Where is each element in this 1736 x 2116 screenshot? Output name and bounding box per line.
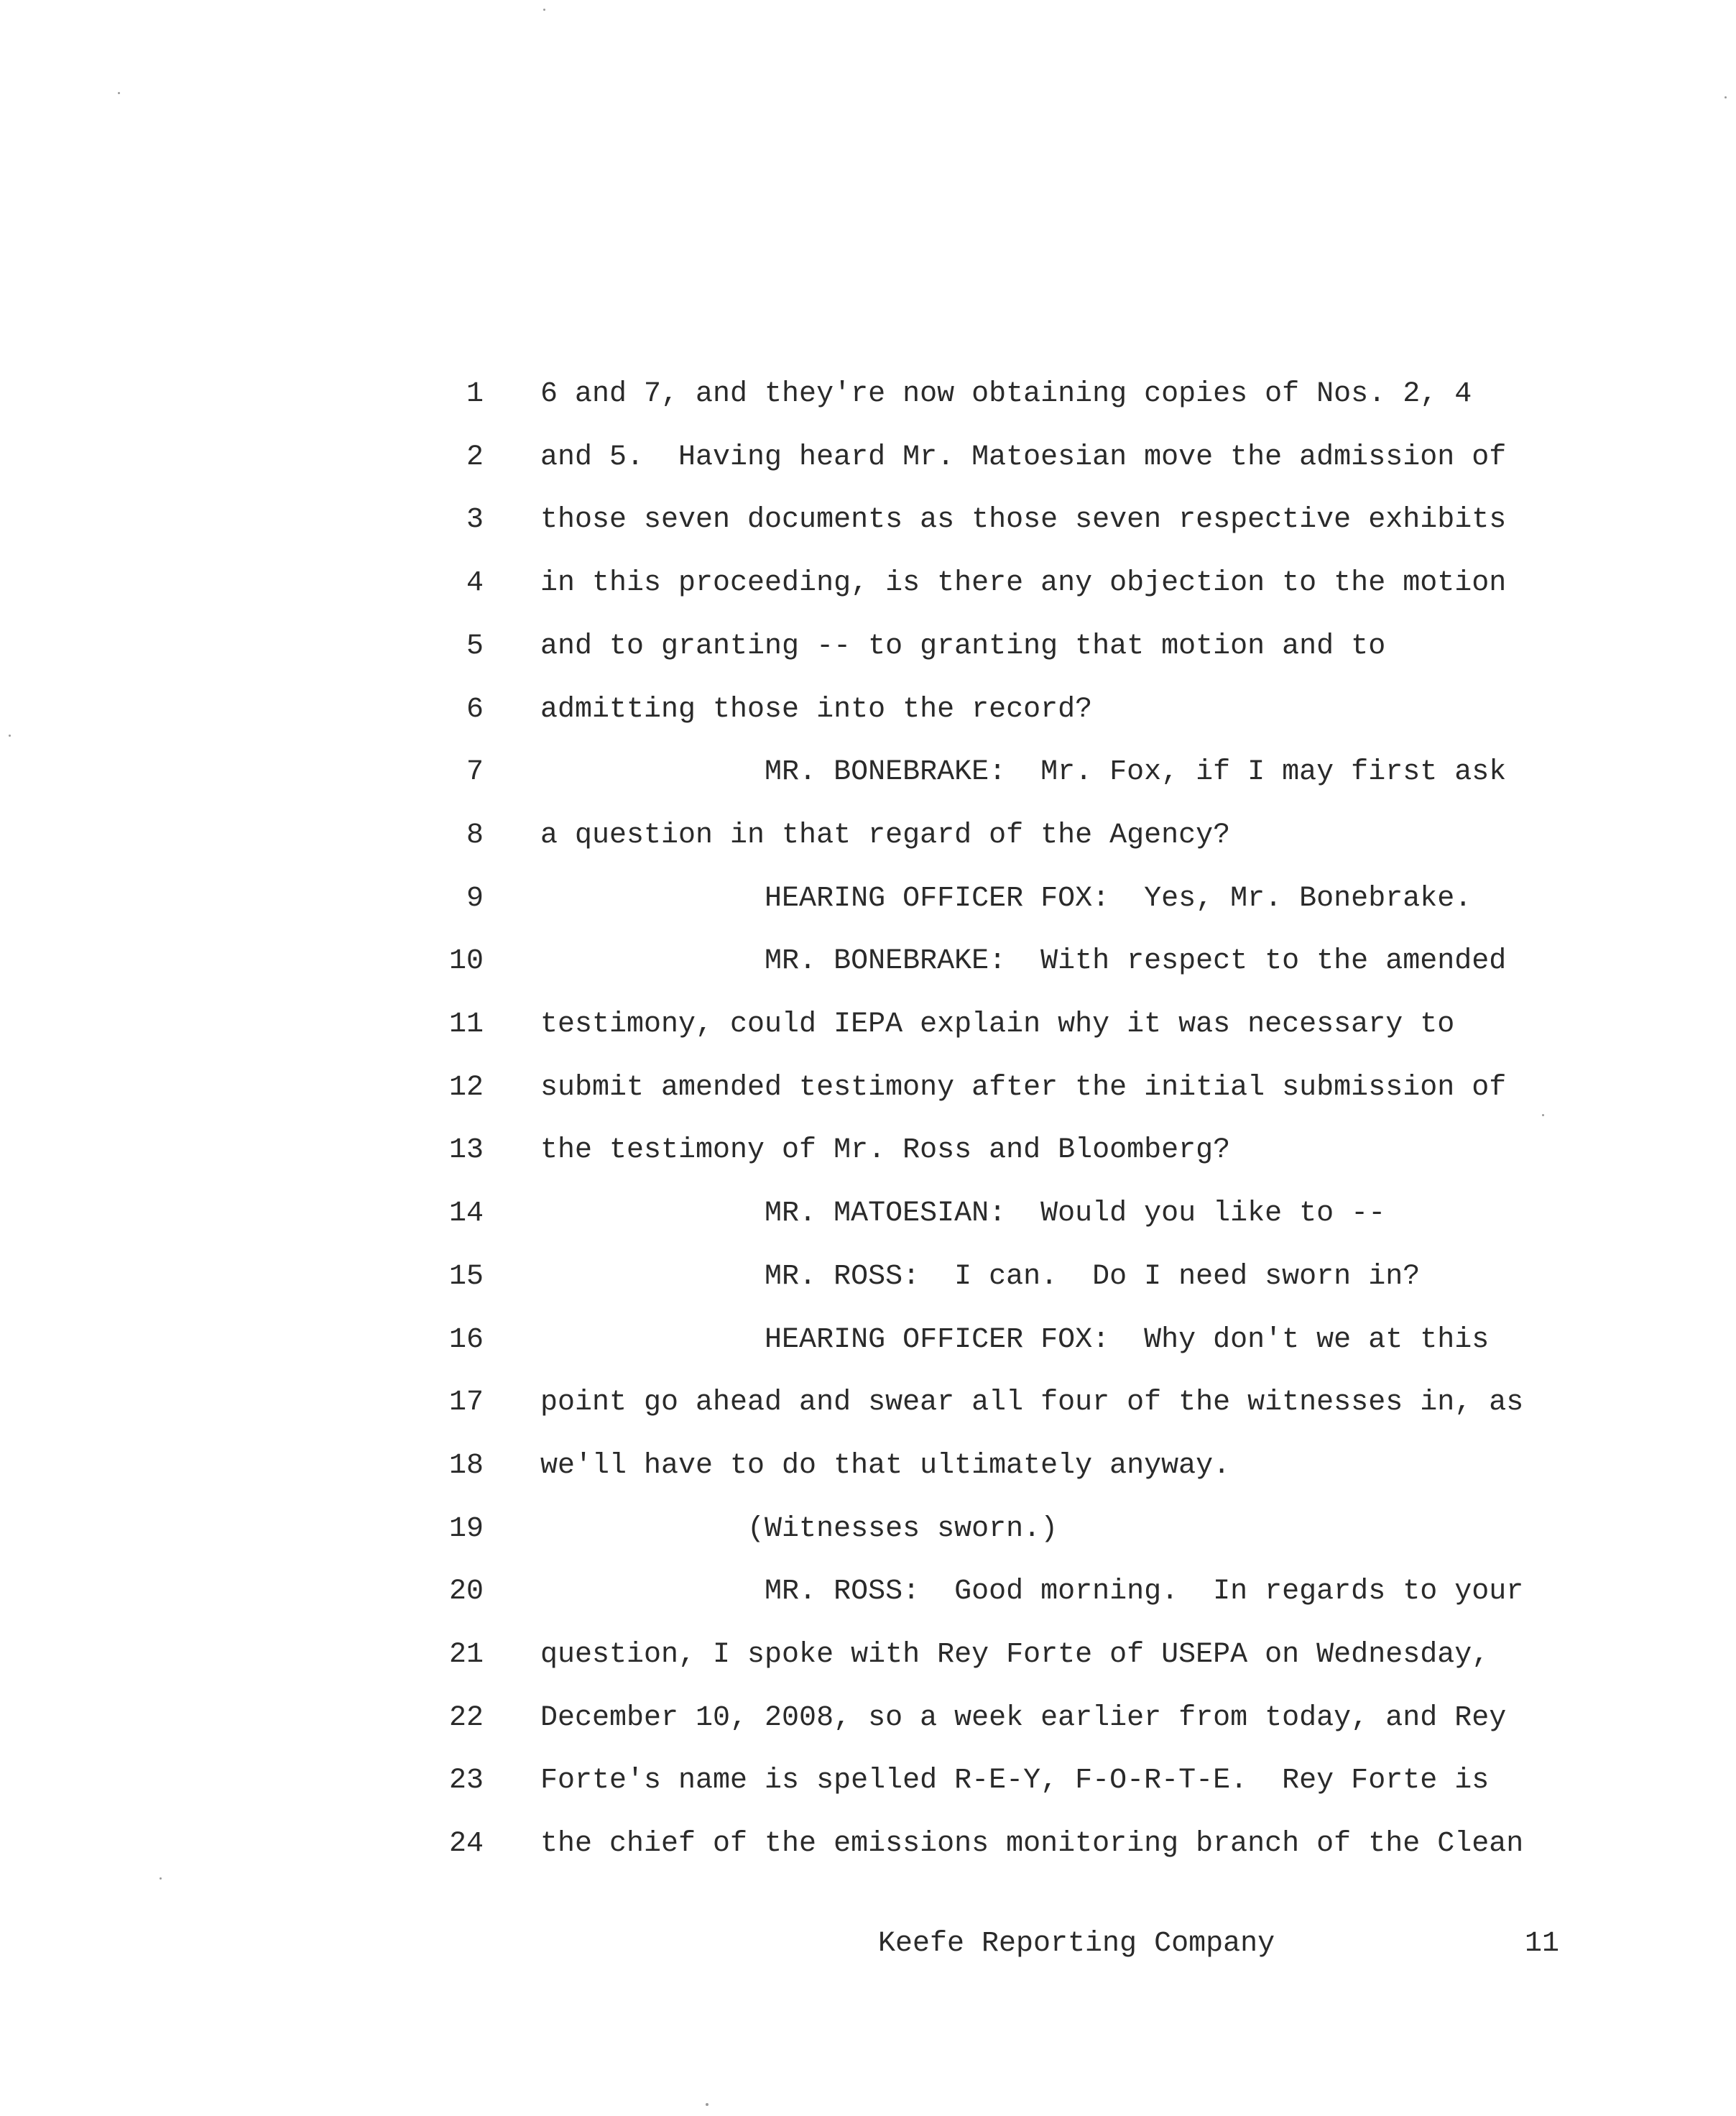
line-number: 17	[448, 1386, 484, 1420]
scan-speck	[1542, 1114, 1544, 1116]
line-text: a question in that regard of the Agency?	[540, 819, 1231, 852]
line-text: HEARING OFFICER FOX: Why don't we at this	[540, 1323, 1490, 1356]
transcript-line	[0, 1315, 1736, 1366]
line-text: and to granting -- to granting that motion and to	[540, 630, 1386, 663]
line-text: those seven documents as those seven respective exhibits	[540, 504, 1507, 537]
line-number: 5	[466, 630, 484, 663]
line-text: the testimony of Mr. Ross and Bloomberg?	[540, 1134, 1231, 1167]
line-number: 20	[448, 1576, 484, 1609]
line-text: MR. BONEBRAKE: With respect to the amended	[540, 945, 1507, 978]
line-text: MR. ROSS: Good morning. In regards to your	[540, 1576, 1524, 1609]
line-number: 23	[448, 1765, 484, 1798]
line-text: MR. ROSS: I can. Do I need sworn in?	[540, 1260, 1421, 1293]
line-text: HEARING OFFICER FOX: Yes, Mr. Bonebrake.	[540, 882, 1472, 915]
transcript-line	[0, 495, 1736, 546]
transcript-line	[0, 1378, 1736, 1428]
line-number: 2	[466, 441, 484, 474]
transcript-line	[0, 748, 1736, 798]
line-number: 10	[448, 945, 484, 978]
transcript-line	[0, 1756, 1736, 1806]
scan-speck	[118, 92, 120, 94]
transcript-line	[0, 1189, 1736, 1239]
scan-speck	[1725, 96, 1727, 98]
scan-speck	[706, 2103, 708, 2106]
line-number: 7	[466, 756, 484, 789]
transcript-line	[0, 685, 1736, 735]
line-text: the chief of the emissions monitoring branch of the Clean	[540, 1828, 1524, 1861]
line-text: Forte's name is spelled R-E-Y, F-O-R-T-E. Rey Forte is	[540, 1765, 1490, 1798]
line-number: 4	[466, 567, 484, 600]
footer-company-name: Keefe Reporting Company	[878, 1928, 1275, 1960]
line-number: 1	[466, 378, 484, 410]
line-number: 21	[448, 1639, 484, 1671]
transcript-line	[0, 1441, 1736, 1491]
transcript-line	[0, 1693, 1736, 1744]
line-text: testimony, could IEPA explain why it was necessary to	[540, 1008, 1455, 1041]
line-number: 9	[466, 882, 484, 915]
transcript-line	[0, 874, 1736, 924]
line-number: 6	[466, 693, 484, 726]
line-text: in this proceeding, is there any objection to the motion	[540, 567, 1507, 600]
line-number: 19	[448, 1512, 484, 1545]
line-text: MR. BONEBRAKE: Mr. Fox, if I may first ask	[540, 756, 1507, 789]
transcript-line	[0, 811, 1736, 861]
scan-speck	[9, 735, 11, 737]
line-text: MR. MATOESIAN: Would you like to --	[540, 1197, 1386, 1230]
transcript-line	[0, 1126, 1736, 1176]
line-text: 6 and 7, and they're now obtaining copies of Nos. 2, 4	[540, 378, 1472, 410]
line-number: 11	[448, 1008, 484, 1041]
transcript-line	[0, 1252, 1736, 1302]
line-number: 16	[448, 1323, 484, 1356]
transcript-line	[0, 937, 1736, 987]
transcript-line	[0, 1819, 1736, 1869]
transcript-line	[0, 369, 1736, 420]
transcript-line	[0, 1063, 1736, 1113]
footer-page-number: 11	[1524, 1928, 1559, 1960]
scan-speck	[543, 9, 545, 11]
line-text: we'll have to do that ultimately anyway.	[540, 1449, 1231, 1482]
line-number: 14	[448, 1197, 484, 1230]
transcript-line	[0, 1630, 1736, 1680]
line-text: question, I spoke with Rey Forte of USEPA on Wednesday,	[540, 1639, 1490, 1671]
transcript-line	[0, 1567, 1736, 1617]
transcript-line	[0, 1000, 1736, 1050]
line-text: (Witnesses sworn.)	[540, 1512, 1058, 1545]
line-number: 13	[448, 1134, 484, 1167]
line-text: and 5. Having heard Mr. Matoesian move the admission of	[540, 441, 1507, 474]
scan-speck	[160, 1877, 162, 1880]
line-number: 8	[466, 819, 484, 852]
line-number: 12	[448, 1071, 484, 1104]
line-number: 18	[448, 1449, 484, 1482]
line-text: December 10, 2008, so a week earlier from today, and Rey	[540, 1701, 1507, 1734]
line-text: submit amended testimony after the initial submission of	[540, 1071, 1507, 1104]
line-text: admitting those into the record?	[540, 693, 1093, 726]
line-number: 22	[448, 1701, 484, 1734]
page-footer	[0, 1919, 1736, 1969]
line-number: 24	[448, 1828, 484, 1861]
transcript-line	[0, 622, 1736, 672]
line-number: 3	[466, 504, 484, 537]
transcript-line	[0, 1504, 1736, 1555]
line-text: point go ahead and swear all four of the witnesses in, as	[540, 1386, 1524, 1420]
transcript-line	[0, 433, 1736, 483]
transcript-line	[0, 558, 1736, 609]
line-number: 15	[448, 1260, 484, 1293]
